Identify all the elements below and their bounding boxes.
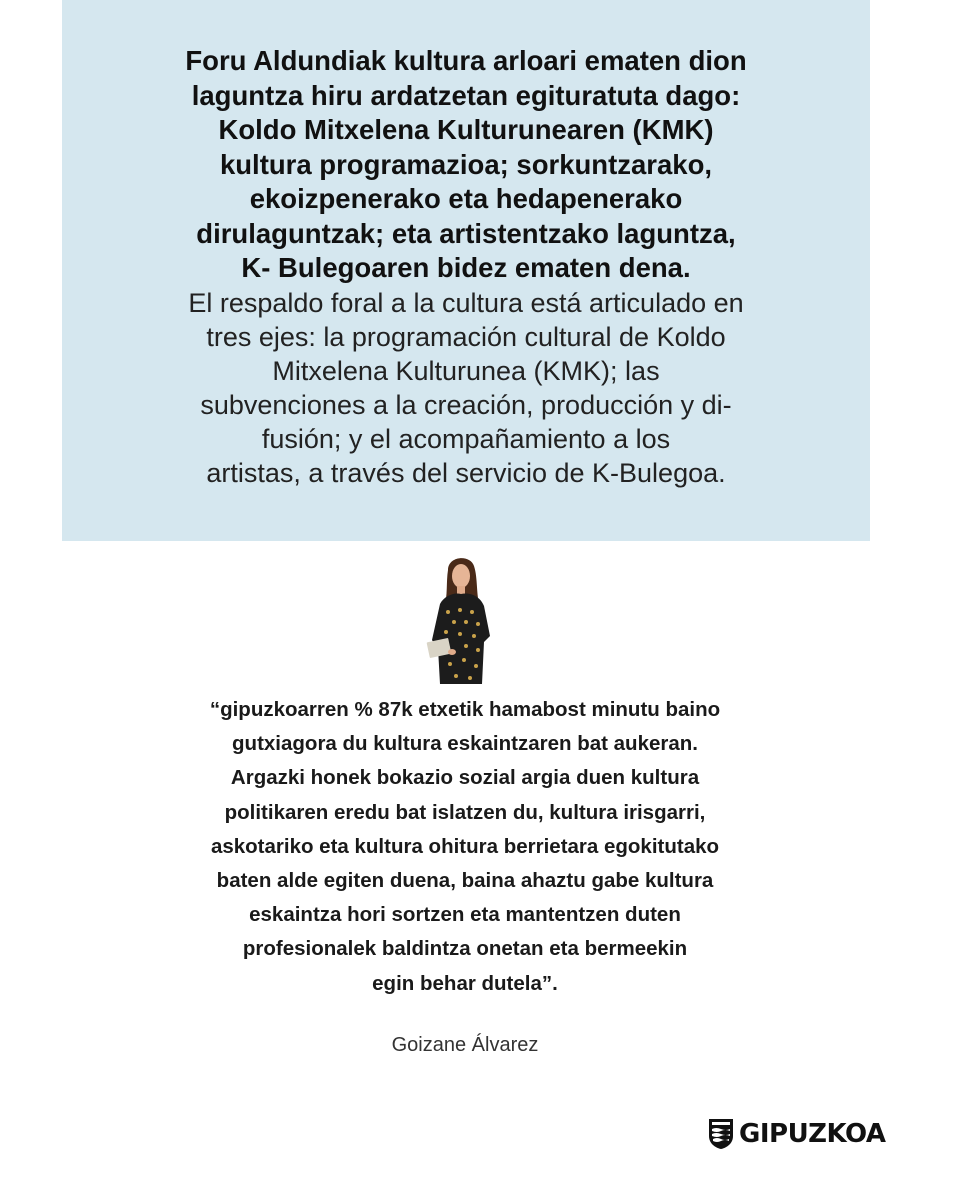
quote-line: eskaintza hori sortzen eta mantentzen duten bbox=[249, 903, 681, 927]
logo-wordmark: GIPUZKOA bbox=[739, 1119, 886, 1149]
quote-line: gutxiagora du kultura eskaintzaren bat aukeran. bbox=[232, 732, 698, 756]
quote-line: Argazki honek bokazio sozial argia duen kultura bbox=[230, 766, 700, 790]
basque-line: ekoizpenerako eta hedapenerako bbox=[249, 183, 683, 214]
quote-line: profesionalek baldintza onetan eta bermeekin bbox=[242, 937, 688, 961]
spanish-line: artistas, a través del servicio de K-Bulegoa. bbox=[206, 457, 726, 488]
spanish-line: subvenciones a la creación, producción y di- bbox=[200, 389, 732, 420]
spanish-paragraph bbox=[116, 286, 816, 490]
quote-line: egin behar dutela”. bbox=[372, 971, 558, 995]
info-panel bbox=[62, 0, 870, 541]
basque-line: Foru Aldundiak kultura arloari ematen dion bbox=[185, 45, 747, 76]
basque-line: K- Bulegoaren bidez ematen dena. bbox=[241, 252, 691, 283]
spanish-line: Mitxelena Kulturunea (KMK); las bbox=[272, 355, 660, 386]
portrait-photo bbox=[418, 552, 504, 684]
basque-line: kultura programazioa; sorkuntzarako, bbox=[219, 148, 713, 180]
spanish-line: fusión; y el acompañamiento a los bbox=[261, 423, 671, 454]
quote-line: askotariko eta kultura ohitura berrietara egokitutako bbox=[210, 834, 720, 858]
panel-text bbox=[62, 44, 870, 490]
basque-line: laguntza hiru ardatzetan egituratuta dago: bbox=[191, 79, 741, 111]
quote-line: politikaren eredu bat islatzen du, kultura irisgarri, bbox=[224, 800, 706, 824]
quote-author: Goizane Álvarez bbox=[391, 1034, 539, 1056]
gipuzkoa-logo bbox=[708, 1117, 886, 1151]
quote-line: “gipuzkoarren % 87k etxetik hamabost minutu baino bbox=[209, 698, 721, 721]
quote-block bbox=[0, 693, 930, 1001]
quote-line: baten alde egiten duena, baina ahaztu gabe kultura bbox=[216, 869, 714, 893]
spanish-line: El respaldo foral a la cultura está articulado en bbox=[188, 287, 744, 318]
basque-paragraph bbox=[116, 44, 816, 286]
spanish-line: tres ejes: la programación cultural de Koldo bbox=[206, 321, 726, 352]
coat-of-arms-icon bbox=[708, 1118, 734, 1150]
basque-line: dirulaguntzak; eta artistentzako laguntza, bbox=[196, 217, 736, 249]
basque-line: Koldo Mitxelena Kulturunearen (KMK) bbox=[218, 114, 714, 145]
